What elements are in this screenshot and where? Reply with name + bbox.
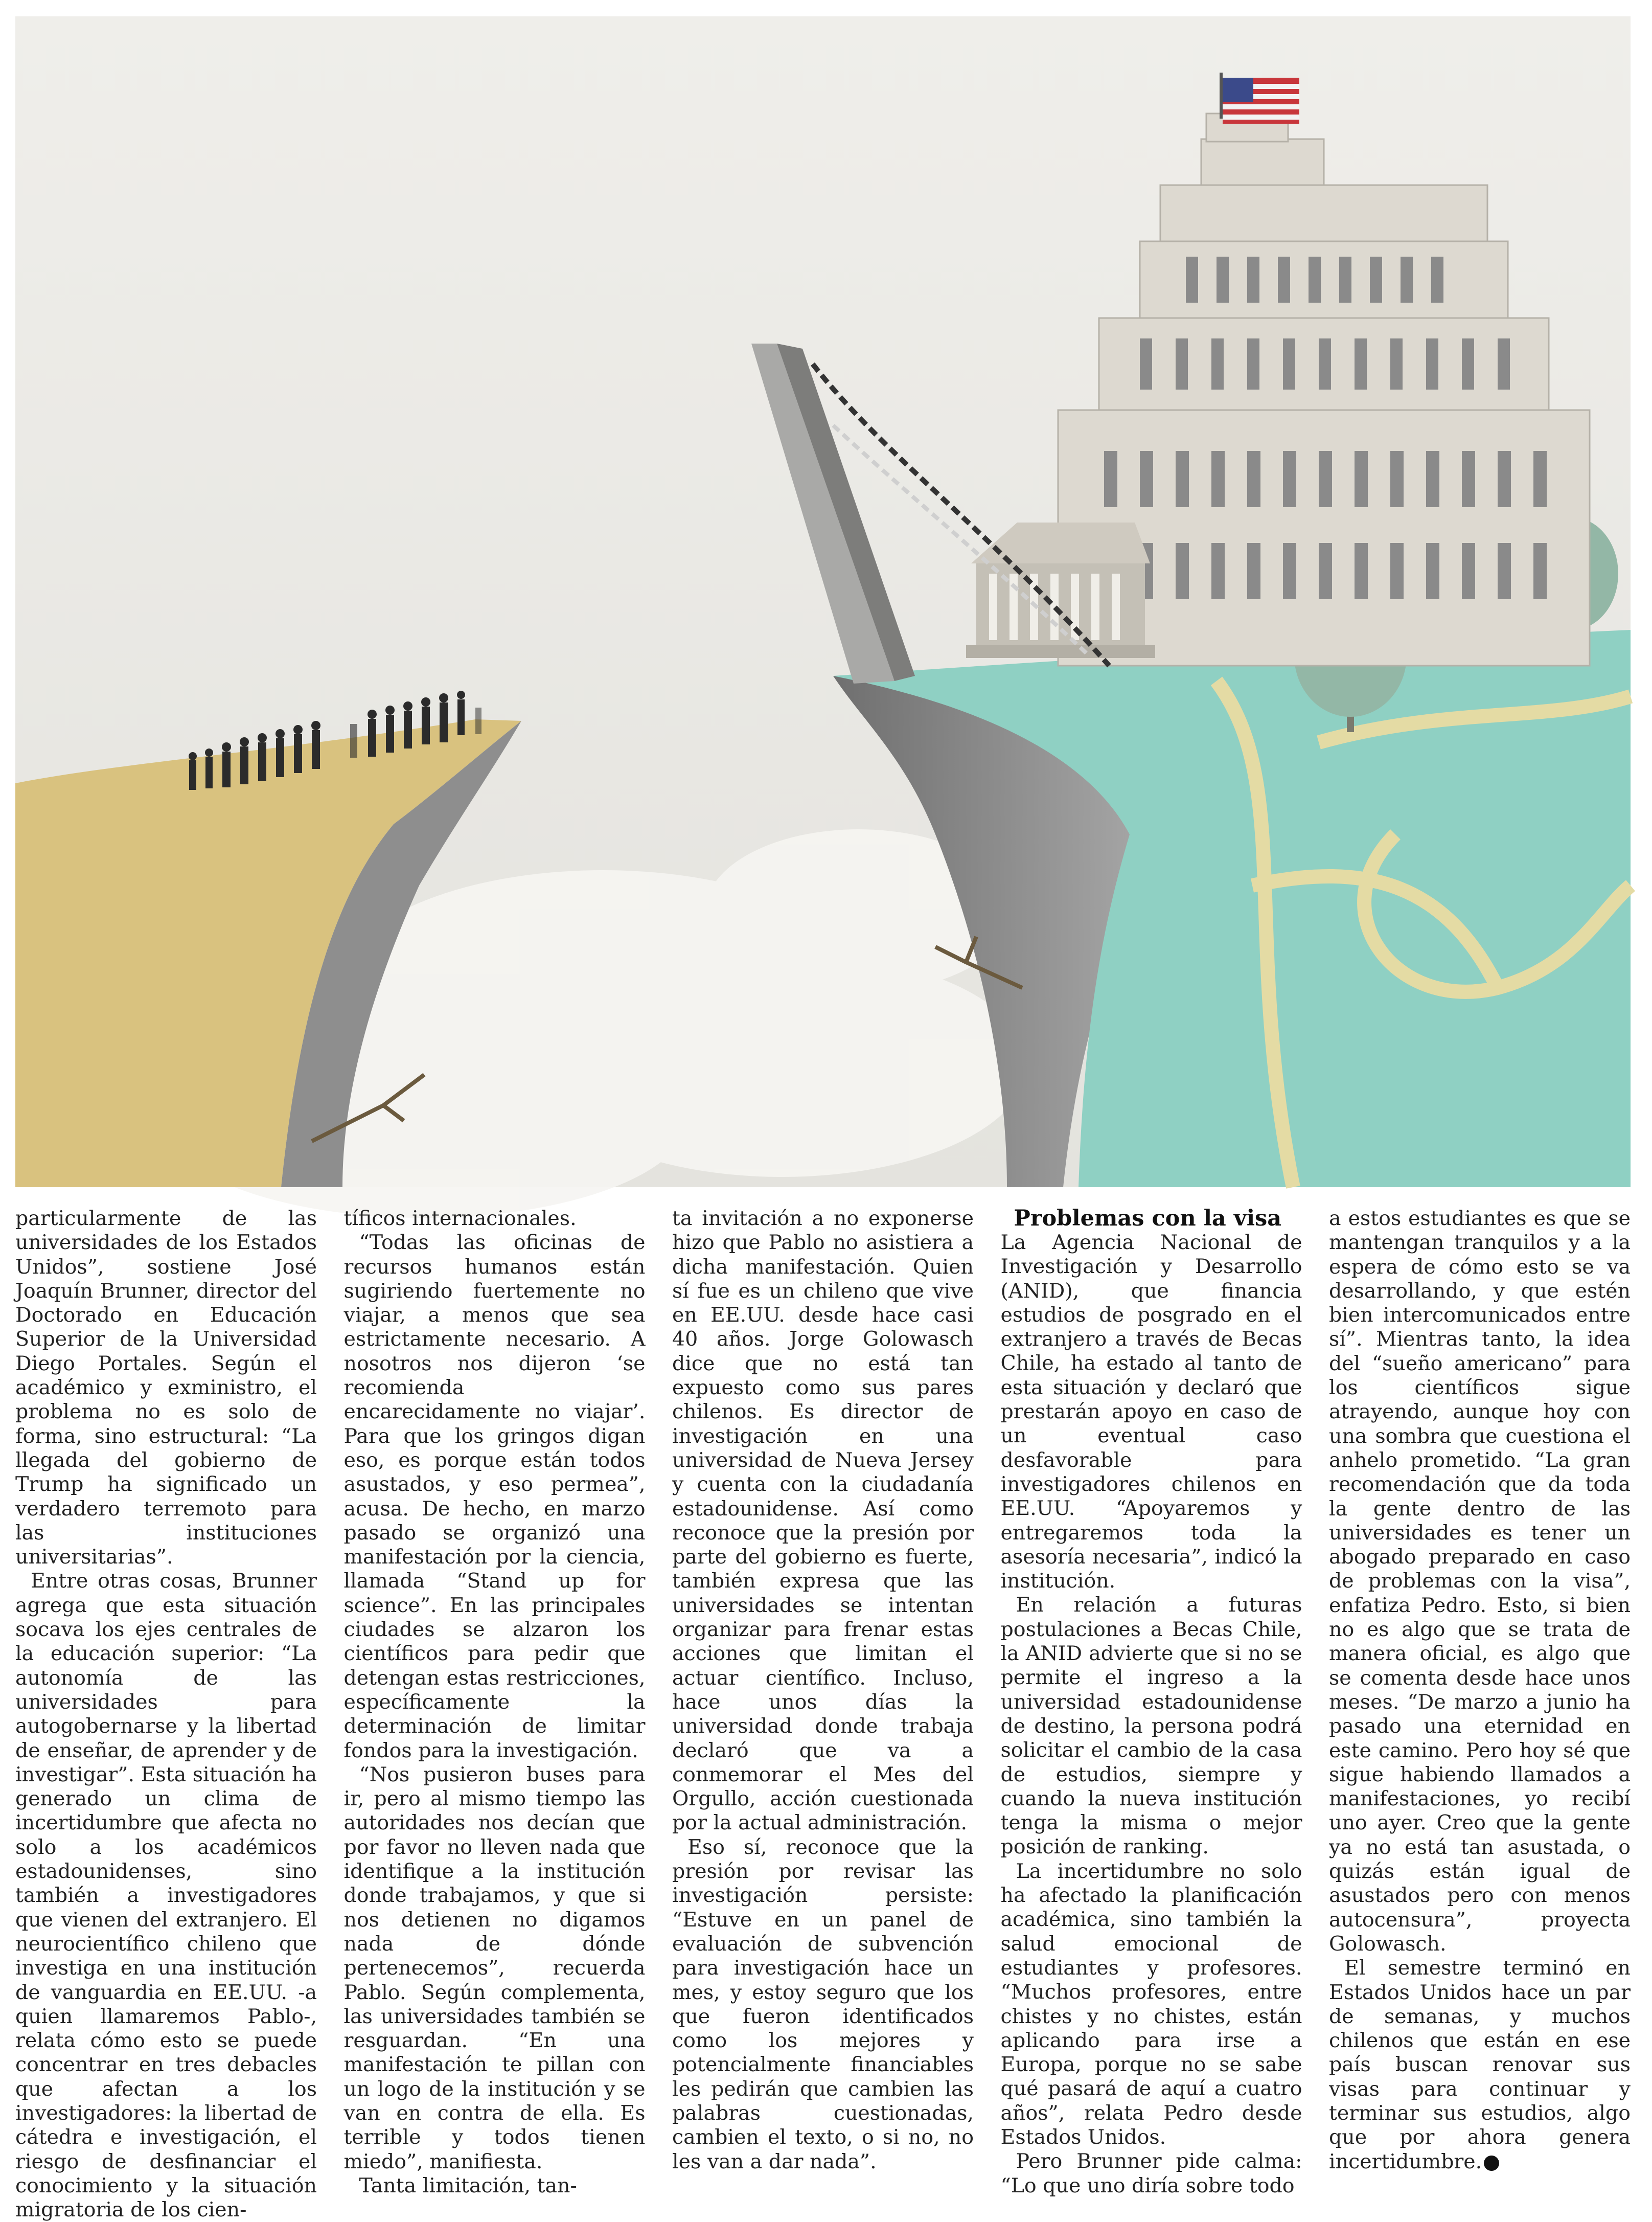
article-column-5	[1329, 1207, 1631, 2173]
paragraph: La Agencia Nacional de Investigación y Desarrollo (ANID), que financia estudios de posgrado en el extranjero a través de Becas Chile, ha estado al tanto de esta situación y declaró que prestarán apoyo en caso de un eventual caso desfavorable para investigadores chilenos en EE.UU. “Apoyaremos y entregaremos toda la asesoría necesaria”, indicó la institución.	[1000, 1231, 1302, 1593]
paragraph: tíficos internacionales.	[343, 1207, 577, 1230]
paragraph: particularmente de las universidades de los Estados Unidos”, sostiene José Joaquín Brunner, director del Doctorado en Educación Superior de la Universidad Diego Portales. Según el académico y exministro, el problema no es solo de forma, sino estructural: “La llegada del gobierno de Trump ha significado un verdadero terremoto para las instituciones universitarias”.	[15, 1207, 317, 1569]
paragraph: “Nos pusieron buses para ir, pero al mismo tiempo las autoridades nos decían que por favor no lleven nada que identifique a la institución donde trabajamos, y que si nos detienen no digamos nada de dónde pertenecemos”, recuerda Pablo. Según complementa, las universidades también se resguardan. “En una manifestación te pillan con un logo de la institución y se van en contra de ella. Es terrible y todos tienen miedo”, manifiesta.	[343, 1762, 646, 2173]
paragraph: “Todas las oficinas de recursos humanos están sugiriendo fuertemente no viajar, a menos que sea estrictamente necesario. A nosotros nos dijeron ‘se recomienda encarecidamente no viajar’. Para que los gringos digan eso, es porque están todos asustados, y eso permea”, acusa. De hecho, en marzo pasado se organizó una manifestación por la ciencia, llamada “Stand up for science”. En las principales ciudades se alzaron los científicos para pedir que detengan estas restricciones, específicamente la determinación de limitar fondos para la investigación.	[343, 1231, 646, 1762]
article-column-1	[15, 1207, 317, 2222]
paragraph: a estos estudiantes es que se mantengan tranquilos y a la espera de cómo esto se va desarrollando, y que estén bien intercomunicados entre sí”. Mientras tanto, la idea del “sueño americano” para los científicos sigue atrayendo, aunque hoy con una sombra que cuestiona el anhelo prometido. “La gran recomendación que da toda la gente dentro de las universidades es tener un abogado preparado en caso de problemas con la visa”, enfatiza Pedro. Esto, si bien no es algo que se trata de manera oficial, es algo que se comenta desde hace unos meses. “De marzo a junio ha pasado una eternidad en este camino. Pero hoy sé que sigue habiendo llamados a manifestaciones, yo recibí uno ayer. Creo que la gente ya no está tan asustada, o quizás están igual de asustados pero con menos autocensura”, proyecta Golowasch.	[1329, 1207, 1631, 1956]
closing-text: El semestre terminó en Estados Unidos hace un par de semanas, y muchos chilenos que están en ese país buscan renovar sus visas para continuar y terminar sus estudios, algo que por ahora genera incertidumbre.	[1329, 1956, 1631, 2173]
classical-building	[966, 523, 1155, 658]
paragraph: En relación a futuras postulaciones a Becas Chile, la ANID advierte que si no se permite el ingreso a la universidad estadounidense de destino, la persona podrá solicitar el cambio de la casa de estudios, siempre y cuando la nueva institución tenga la misma o mejor posición de ranking.	[1000, 1593, 1302, 1859]
paragraph: Pero Brunner pide calma: “Lo que uno diría sobre todo	[1000, 2149, 1302, 2197]
editorial-illustration	[15, 16, 1631, 1187]
paragraph	[1329, 1956, 1631, 2174]
us-flag	[1220, 73, 1299, 124]
article-column-4	[1000, 1206, 1302, 2197]
cliff-illustration-svg	[15, 16, 1631, 1187]
paragraph: Entre otras cosas, Brunner agrega que esta situación socava los ejes centrales de la educación superior: “La autonomía de las universidades para autogobernarse y la libertad de enseñar, de aprender y de investigar”. Esta situación ha generado un clima de incertidumbre que afecta no solo a los académicos estadounidenses, sino también a investigadores que vienen del extranjero. El neurocientífico chileno que investiga en una institución de vanguardia en EE.UU. -a quien llamaremos Pablo-, relata cómo esto se puede concentrar en tres debacles que afectan a los investigadores: la libertad de cátedra e investigación, el riesgo de desfinanciar el conocimiento y la situación migratoria de los cien-	[15, 1569, 317, 2222]
paragraph: Tanta limitación, tan-	[359, 2173, 577, 2197]
article-column-3	[672, 1207, 974, 2173]
end-of-article-icon	[1484, 2156, 1499, 2171]
article-body	[15, 1206, 1631, 2222]
paragraph: La incertidumbre no solo ha afectado la planificación académica, sino también la salud emocional de estudiantes y profesores. “Muchos profesores, entre chistes y no chistes, están aplicando para irse a Europa, porque no se sabe qué pasará de aquí a cuatro años”, relata Pedro desde Estados Unidos.	[1000, 1859, 1302, 2149]
paragraph: Eso sí, reconoce que la presión por revisar las investigación persiste: “Estuve en un panel de evaluación de subvención para investigación hace un mes, y estoy seguro que los que fueron identificados como los mejores y potencialmente financiables les pedirán que cambien las palabras cuestionadas, cambien el texto, o si no, no les van a dar nada”.	[672, 1835, 974, 2173]
section-heading: Problemas con la visa	[1014, 1206, 1282, 1231]
paragraph: ta invitación a no exponerse hizo que Pablo no asistiera a dicha manifestación. Quien sí fue es un chileno que vive en EE.UU. desde hace casi 40 años. Jorge Golowasch dice que no está tan expuesto como sus pares chilenos. Es director de investigación en una universidad de Nueva Jersey y cuenta con la ciudadanía estadounidense. Así como reconoce que la presión por parte del gobierno es fuerte, también expresa que las universidades se intentan organizar para frenar estas acciones que limitan el actuar científico. Incluso, hace unos días la universidad donde trabaja declaró que va a conmemorar el Mes del Orgullo, acción cuestionada por la actual administración.	[672, 1207, 974, 1835]
article-column-2	[343, 1207, 646, 2197]
